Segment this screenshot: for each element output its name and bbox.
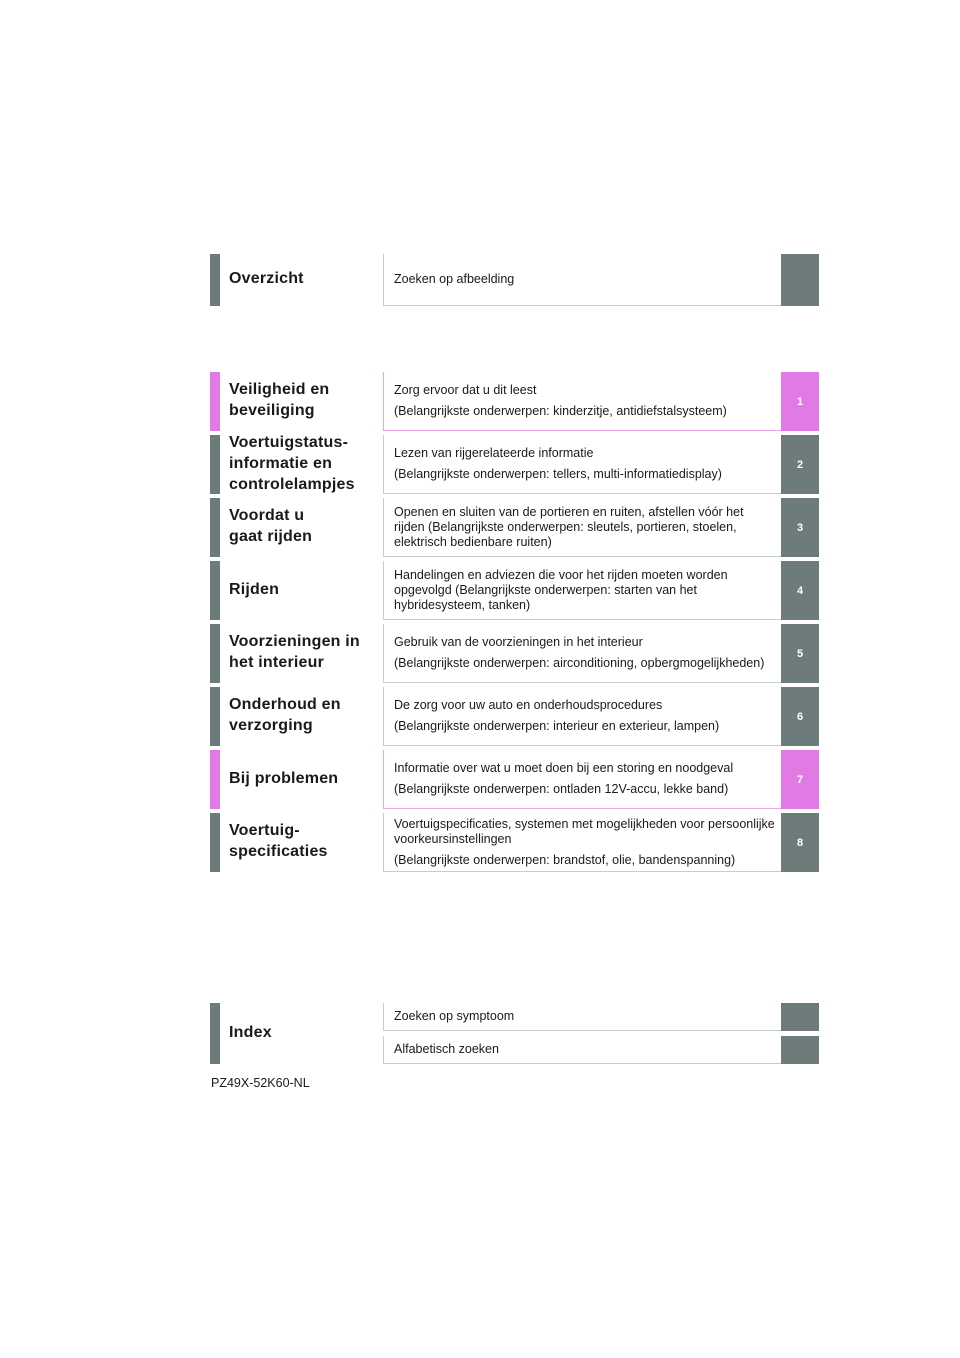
section-title-line: specificaties — [229, 843, 328, 860]
index-item-text: Alfabetisch zoeken — [394, 1042, 499, 1056]
section-desc-text: (Belangrijkste onderwerpen: tellers, multi-informatiedisplay) — [394, 467, 722, 481]
section-bar-5 — [210, 624, 220, 683]
section-row-3[interactable] — [210, 498, 819, 557]
section-title-2 — [229, 432, 379, 495]
overview-desc — [383, 254, 781, 306]
section-desc-text: (Belangrijkste onderwerpen: ontladen 12V-accu, lekke band) — [394, 782, 729, 796]
section-bar-6 — [210, 687, 220, 746]
section-desc-4 — [383, 561, 781, 620]
section-title-4 — [229, 579, 379, 600]
index-item-tab — [781, 1003, 819, 1031]
index-title: Index — [229, 1024, 272, 1041]
section-desc-8 — [383, 813, 781, 872]
section-title-line: Veiligheid en — [229, 381, 330, 398]
section-desc-text: Lezen van rijgerelateerde informatie — [394, 446, 594, 460]
section-title-line: gaat rijden — [229, 528, 313, 545]
section-bar-3 — [210, 498, 220, 557]
section-title-line: controlelampjes — [229, 476, 355, 493]
section-row-8[interactable] — [210, 813, 819, 872]
section-tab-8[interactable]: 8 — [781, 813, 819, 872]
section-title-7 — [229, 768, 379, 789]
section-title-3 — [229, 505, 379, 547]
section-title-line: Rijden — [229, 581, 280, 598]
section-desc-7 — [383, 750, 781, 809]
section-desc-text: De zorg voor uw auto en onderhoudsprocedures — [394, 698, 663, 712]
overview-bar — [210, 254, 220, 306]
section-tab-3[interactable]: 3 — [781, 498, 819, 557]
section-desc-text: (Belangrijkste onderwerpen: brandstof, olie, bandenspanning) — [394, 852, 736, 867]
section-title-line: Voertuig- — [229, 822, 300, 839]
section-title-line: Onderhoud en — [229, 696, 341, 713]
section-desc-text: (Belangrijkste onderwerpen: kinderzitje, antidiefstalsysteem) — [394, 404, 727, 418]
section-bar-1 — [210, 372, 220, 431]
section-tab-1[interactable]: 1 — [781, 372, 819, 431]
section-desc-text: (Belangrijkste onderwerpen: airconditioning, opbergmogelijkheden) — [394, 656, 765, 670]
section-title-1 — [229, 379, 379, 421]
section-title-line: beveiliging — [229, 402, 315, 419]
index-item-text: Zoeken op symptoom — [394, 1009, 515, 1023]
section-title-line: Voorzieningen in — [229, 633, 360, 650]
section-row-4[interactable] — [210, 561, 819, 620]
section-row-5[interactable] — [210, 624, 819, 683]
section-desc-2 — [383, 435, 781, 494]
section-bar-2 — [210, 435, 220, 494]
section-desc-1 — [383, 372, 781, 431]
section-title-8 — [229, 820, 379, 862]
section-desc-3 — [383, 498, 781, 557]
section-title-line: Bij problemen — [229, 770, 339, 787]
section-tab-7[interactable]: 7 — [781, 750, 819, 809]
section-tab-6[interactable]: 6 — [781, 687, 819, 746]
index-item-desc — [383, 1003, 781, 1031]
index-row — [210, 1003, 819, 1064]
section-title-line: het interieur — [229, 654, 325, 671]
section-desc-text: Zorg ervoor dat u dit leest — [394, 383, 537, 397]
overview-title: Overzicht — [229, 270, 304, 287]
section-title-6 — [229, 694, 379, 736]
section-title-line: verzorging — [229, 717, 313, 734]
section-desc-text: Openen en sluiten van de portieren en ruiten, afstellen vóór het rijden (Belangrijkste onderwerpen: sleutels, portieren, stoelen, elektrisch bedienbare ruiten) — [394, 504, 744, 549]
section-row-7[interactable] — [210, 750, 819, 809]
section-row-1[interactable] — [210, 372, 819, 431]
section-tab-2[interactable]: 2 — [781, 435, 819, 494]
section-desc-text: Gebruik van de voorzieningen in het interieur — [394, 635, 643, 649]
section-title-line: informatie en — [229, 455, 333, 472]
overview-row[interactable] — [210, 254, 819, 306]
index-item-tab — [781, 1036, 819, 1064]
section-tab-5[interactable]: 5 — [781, 624, 819, 683]
section-row-6[interactable] — [210, 687, 819, 746]
section-row-2[interactable] — [210, 435, 819, 494]
section-bar-8 — [210, 813, 220, 872]
section-tab-4[interactable]: 4 — [781, 561, 819, 620]
section-desc-6 — [383, 687, 781, 746]
index-item-symptoom[interactable] — [383, 1003, 819, 1031]
section-title-5 — [229, 631, 379, 673]
section-title-line: Voordat u — [229, 507, 305, 524]
section-desc-5 — [383, 624, 781, 683]
index-item-desc — [383, 1036, 781, 1064]
section-desc-text: Handelingen en adviezen die voor het rijden moeten worden opgevolgd (Belangrijkste onderwerpen: starten van het hybridesysteem, tanken) — [394, 567, 728, 612]
section-title-line: Voertuigstatus- — [229, 434, 349, 451]
index-item-alfabetisch[interactable] — [383, 1036, 819, 1064]
section-desc-text: Informatie over wat u moet doen bij een storing en noodgeval — [394, 761, 734, 775]
section-desc-text: Voertuigspecificaties, systemen met mogelijkheden voor persoonlijke voorkeursinstellingen — [394, 816, 775, 846]
section-bar-7 — [210, 750, 220, 809]
document-code: PZ49X-52K60-NL — [211, 1076, 310, 1090]
section-bar-4 — [210, 561, 220, 620]
overview-tab — [781, 254, 819, 306]
index-bar — [210, 1003, 220, 1064]
section-desc-text: (Belangrijkste onderwerpen: interieur en exterieur, lampen) — [394, 719, 720, 733]
overview-desc-text: Zoeken op afbeelding — [394, 272, 515, 286]
